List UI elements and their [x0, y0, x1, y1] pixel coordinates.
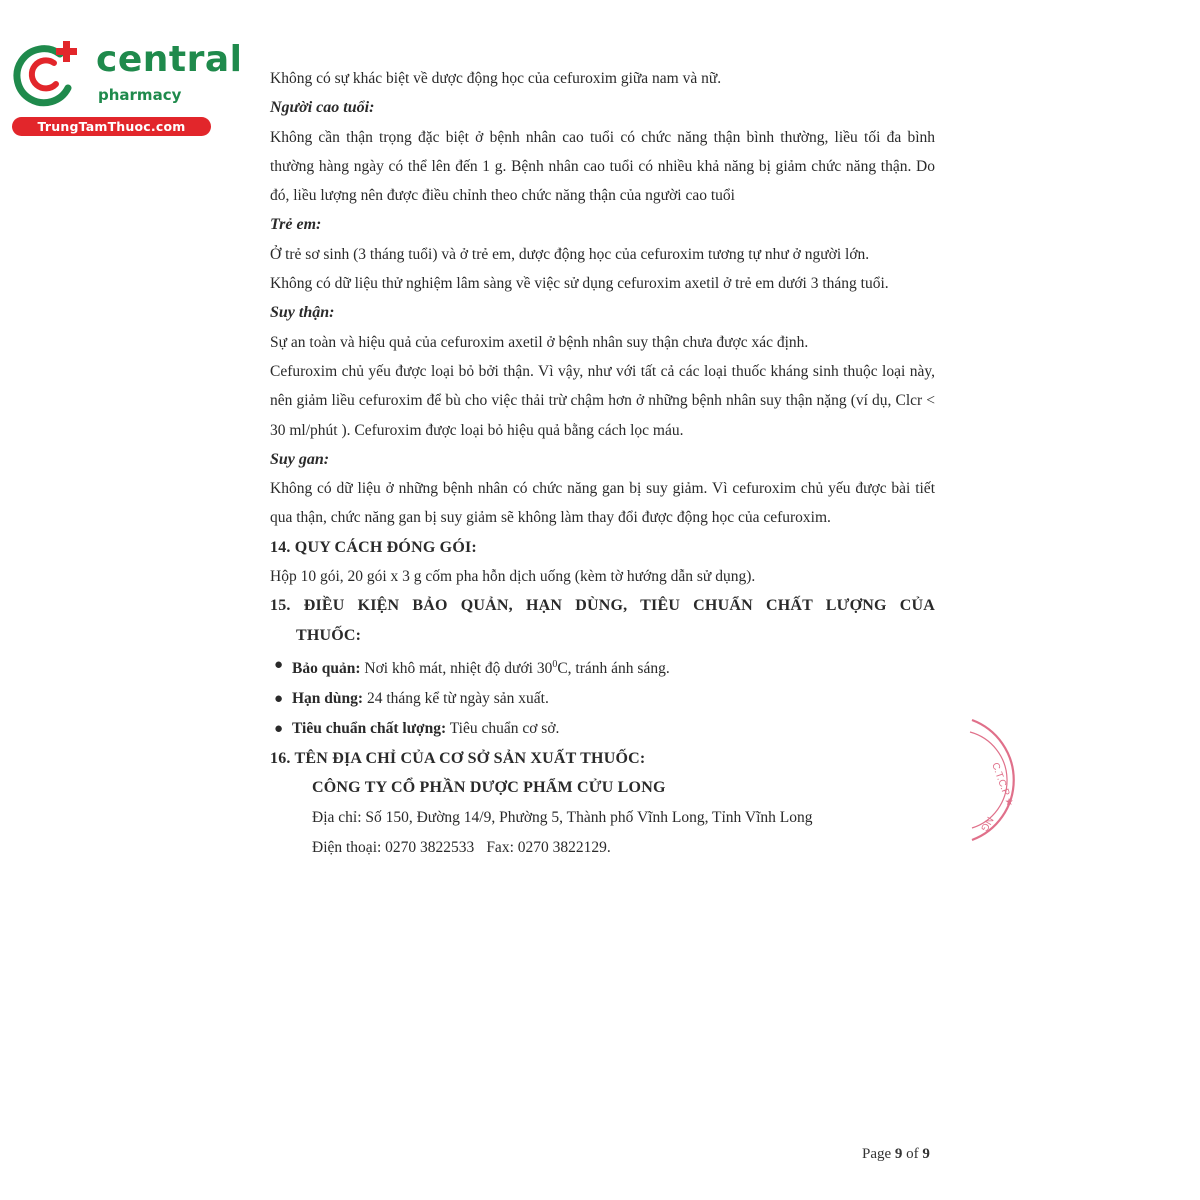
page-current: 9	[894, 1146, 903, 1162]
paragraph-hepatic: Không có dữ liệu ở những bệnh nhân có chức năng gan bị suy giảm. Vì cefuroxim chủ yếu được bài tiết qua thận, chức năng gan bị suy giảm sẽ không làm thay đổi được động học của cefuroxim.	[270, 480, 935, 527]
section-14-text: Hộp 10 gói, 20 gói x 3 g cốm pha hỗn dịch uống (kèm tờ hướng dẫn sử dụng).	[270, 568, 756, 586]
paragraph-children-1: Ở trẻ sơ sinh (3 tháng tuổi) và ở trẻ em, dược động học của cefuroxim tương tự như ở người lớn.	[270, 245, 870, 263]
page-of: of	[906, 1146, 919, 1162]
section-16-title: 16. TÊN ĐỊA CHỈ CỦA CƠ SỞ SẢN XUẤT THUỐC:	[270, 750, 646, 768]
expiry-text: 24 tháng kể từ ngày sản xuất.	[363, 690, 549, 708]
manufacturer-block	[270, 773, 935, 863]
section-15-list	[270, 650, 935, 744]
company-name: CÔNG TY CỔ PHẦN DƯỢC PHẨM CỬU LONG	[312, 779, 666, 797]
section-15-title-line2: THUỐC:	[296, 626, 362, 644]
company-address: Địa chỉ: Số 150, Đường 14/9, Phường 5, Thành phố Vĩnh Long, Tỉnh Vĩnh Long	[312, 809, 813, 827]
list-item-expiry	[270, 684, 935, 714]
page-number	[862, 1144, 930, 1164]
company-seal-stamp	[950, 716, 1030, 844]
company-contact	[312, 833, 935, 863]
paragraph-gender: Không có sự khác biệt về dược động học của cefuroxim giữa nam và nữ.	[270, 70, 722, 87]
paragraph-renal-1: Sự an toàn và hiệu quả của cefuroxim axetil ở bệnh nhân suy thận chưa được xác định.	[270, 333, 809, 351]
heading-elderly: Người cao tuổi:	[270, 99, 375, 117]
section-14-title: 14. QUY CÁCH ĐÓNG GÓI:	[270, 538, 477, 556]
logo-brand-sub: pharmacy	[98, 86, 182, 104]
list-item-storage	[270, 650, 935, 684]
logo-site-url: TrungTamThuoc.com	[12, 117, 211, 136]
page-total: 9	[922, 1146, 930, 1162]
heading-hepatic: Suy gan:	[270, 450, 330, 468]
quality-label: Tiêu chuẩn chất lượng:	[292, 720, 447, 738]
paragraph-renal-2: Cefuroxim chủ yếu được loại bỏ bởi thận. Vì vậy, như với tất cả các loại thuốc kháng sinh thuộc loại này, nên giảm liều cefuroxim để bù cho việc thải trừ chậm hơn ở những bệnh nhân suy thận nặng (ví dụ, Clcr < 30 ml/phút ). Cefuroxim được loại bỏ hiệu quả bằng cách lọc máu.	[270, 362, 935, 439]
stamp-text-2: NG	[977, 814, 995, 833]
section-15-title	[270, 591, 935, 650]
company-phone: Điện thoại: 0270 3822533	[312, 839, 475, 857]
logo-brand-name: central	[96, 39, 243, 80]
pharmacy-cross-icon	[10, 38, 82, 108]
stamp-text: C.T.C.P ★	[989, 761, 1016, 809]
section-15-title-line1: 15. ĐIỀU KIỆN BẢO QUẢN, HẠN DÙNG, TIÊU CHUẨN CHẤT LƯỢNG CỦA	[270, 597, 935, 615]
paragraph-children-2: Không có dữ liệu thử nghiệm lâm sàng về việc sử dụng cefuroxim axetil ở trẻ em dưới 3 tháng tuổi.	[270, 275, 889, 293]
list-item-quality	[270, 714, 935, 744]
central-pharmacy-logo	[10, 38, 243, 138]
heading-renal: Suy thận:	[270, 304, 335, 322]
storage-label: Bảo quản:	[292, 660, 361, 678]
page-word: Page	[862, 1146, 892, 1162]
paragraph-elderly: Không cần thận trọng đặc biệt ở bệnh nhân cao tuổi có chức năng thận bình thường, liều tối đa bình thường hàng ngày có thể lên đến 1 g. Bệnh nhân cao tuổi có nhiều khả năng bị giảm chức năng thận. Do đó, liều lượng nên được điều chỉnh theo chức năng thận của người cao tuổi	[270, 128, 935, 205]
storage-text: Nơi khô mát, nhiệt độ dưới 30	[360, 660, 553, 678]
company-fax: Fax: 0270 3822129.	[486, 839, 611, 857]
bullet-icon: ●	[274, 721, 284, 738]
quality-text: Tiêu chuẩn cơ sở.	[446, 720, 560, 738]
storage-text-end: C, tránh ánh sáng.	[557, 660, 670, 678]
storage-degree: 0	[552, 658, 558, 670]
document-body	[270, 64, 935, 863]
bullet-icon: ●	[274, 691, 284, 708]
bullet-icon: ●	[274, 656, 284, 673]
expiry-label: Hạn dùng:	[292, 690, 364, 708]
heading-children: Trẻ em:	[270, 216, 322, 234]
